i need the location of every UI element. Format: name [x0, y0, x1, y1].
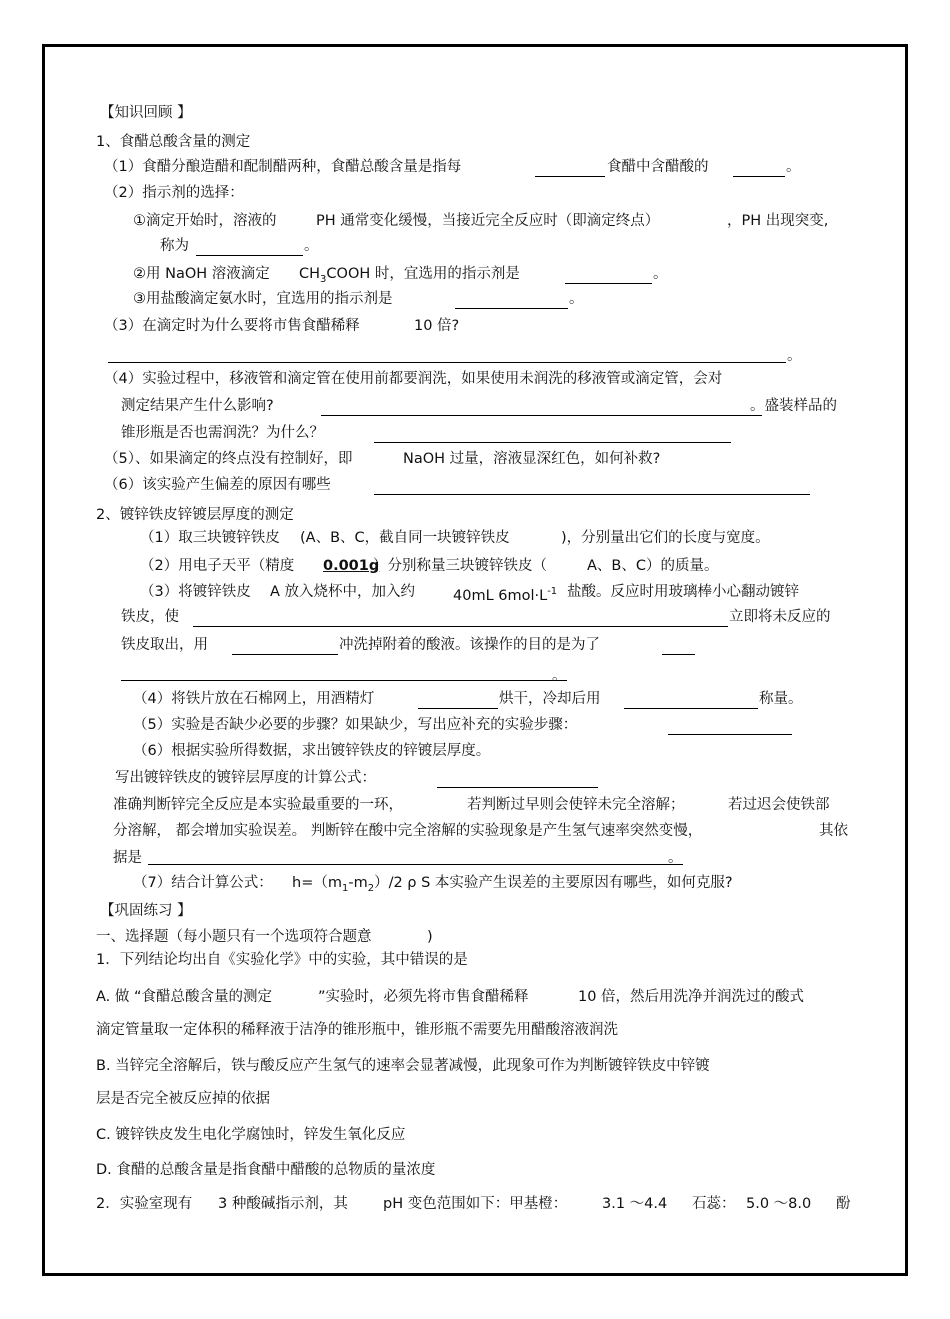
p3-text-d: 盐酸。反应时用玻璃棒小心翻动镀锌 [567, 584, 799, 600]
fill-blank-long[interactable] [148, 864, 683, 865]
methyl-orange-range: 3.1 ～4.4 [602, 1196, 668, 1212]
q4-text-d: 锥形瓶是否也需润洗？为什么？ [121, 425, 324, 441]
q2-2-text-a: ②用 NaOH 溶液滴定 [133, 266, 270, 282]
fill-blank[interactable] [565, 283, 652, 284]
judge-text-1c: 若过迟会使铁部 [728, 797, 830, 813]
q3-text: （3）在滴定时为什么要将市售食醋稀释 [104, 318, 360, 334]
fill-blank[interactable] [196, 255, 303, 256]
fill-blank[interactable] [455, 308, 568, 309]
question-2-b: 3 种酸碱指示剂，其 [218, 1196, 348, 1212]
precision-value: 0.001g [323, 558, 380, 574]
p2-text-b: ）分别称量三块镀锌铁皮（ [373, 558, 547, 574]
question-2-c: pH 变色范围如下：甲基橙： [383, 1196, 568, 1212]
p4-text-b: 烘干，冷却后用 [499, 691, 601, 707]
p3-text-b: A 放入烧杯中，加入约 [270, 584, 416, 600]
judge-text-2b: 其依 [819, 823, 848, 839]
option-a-3: 10 倍，然后用洗净并润洗过的酸式 [578, 989, 805, 1005]
option-a-4: 滴定管量取一定体积的稀释液于洁净的锥形瓶中，锥形瓶不需要先用醋酸溶液润洗 [96, 1022, 618, 1038]
q3-text-b: 10 倍? [414, 318, 460, 334]
section2-title: 2、镀锌铁皮锌镀层厚度的测定 [96, 507, 294, 523]
judge-end: 。 [668, 850, 683, 866]
fill-blank[interactable] [437, 787, 598, 788]
p2-text-a: （2）用电子天平（精度 [140, 558, 295, 574]
p3-end: 。 [552, 668, 567, 684]
practice-section-title: 一、选择题（每小题只有一个选项符合题意 [96, 929, 372, 945]
judge-text-3a: 据是 [113, 850, 142, 866]
q2-1-end: 。 [304, 238, 319, 254]
q2-3-end: 。 [569, 291, 584, 307]
litmus-range: 5.0 ～8.0 [746, 1196, 812, 1212]
q2-2-end: 。 [653, 266, 668, 282]
question-1: 1．下列结论均出自《实验化学》中的实验，其中错误的是 [96, 952, 468, 968]
fill-blank[interactable] [232, 654, 338, 655]
p1-text-b: (A、B、C，截自同一块镀锌铁皮 [300, 530, 510, 546]
p3-text-h: 冲洗掉附着的酸液。该操作的目的是为了 [339, 637, 600, 653]
p3-text-f: 立即将未反应的 [729, 609, 831, 625]
q6-text: （6）该实验产生偏差的原因有哪些 [104, 477, 331, 493]
q4-text-a: （4）实验过程中，移液管和滴定管在使用前都要润洗，如果使用未润洗的移液管或滴定管，会对 [104, 371, 723, 387]
fill-blank[interactable] [733, 176, 785, 177]
judge-text-1a: 准确判断锌完全反应是本实验最重要的一环， [113, 797, 403, 813]
q2-1-text-c: ，PH 出现突变, [727, 213, 829, 229]
option-a-1: A. 做 “食醋总酸含量的测定 [96, 989, 273, 1005]
option-a-2: ”实验时，必须先将市售食醋稀释 [318, 989, 529, 1005]
q1-text-a: （1）食醋分酿造醋和配制醋两种，食醋总酸含量是指每 [104, 159, 462, 175]
p4-text-a: （4）将铁片放在石棉网上，用酒精灯 [133, 691, 375, 707]
fill-blank-long[interactable] [193, 626, 728, 627]
q3-end: 。 [787, 348, 802, 364]
judge-text-2a: 分溶解， 都会增加实验误差。 判断锌在酸中完全溶解的实验现象是产生氢气速率突然变慢， [113, 823, 703, 839]
p1-text-a: （1）取三块镀锌铁皮 [140, 530, 280, 546]
q5-text-a: （5）、如果滴定的终点没有控制好，即 [104, 451, 353, 467]
formula-prompt: 写出镀锌铁皮的镀锌层厚度的计算公式： [115, 770, 376, 786]
p1-text-c: )，分别量出它们的长度与宽度。 [561, 530, 770, 546]
fill-blank[interactable] [535, 176, 605, 177]
q2-2-formula: $CH_3COOH$ 时，宜选用的指示剂是 [299, 266, 520, 285]
fill-blank-long[interactable] [108, 362, 786, 363]
fill-blank[interactable] [662, 654, 695, 655]
p6-text: （6）根据实验所得数据，求出镀锌铁皮的锌镀层厚度。 [133, 743, 491, 759]
p3-text-g: 铁皮取出，用 [121, 637, 208, 653]
q5-text-b: NaOH 过量，溶液显深红色，如何补救? [403, 451, 661, 467]
fill-blank-long[interactable] [121, 680, 567, 681]
p3-reagent: 40mL $6mol\cdot L^{-1}$ [453, 586, 558, 604]
option-b-2: 层是否完全被反应掉的依据 [96, 1091, 270, 1107]
q2-1-text-a: ①滴定开始时，溶液的 [133, 213, 277, 229]
thickness-formula: $h=(m_1-m_2)/2$ ρ S 本实验产生误差的主要原因有哪些，如何克服? [292, 875, 733, 894]
p7-text-a: （7）结合计算公式： [133, 875, 273, 891]
fill-blank[interactable] [418, 708, 498, 709]
practice-section-end: ) [427, 929, 433, 945]
q2-text: （2）指示剂的选择： [104, 185, 244, 201]
fill-blank-long[interactable] [374, 494, 810, 495]
p4-text-c: 称量。 [759, 691, 803, 707]
section1-title: 1、食醋总酸含量的测定 [96, 134, 251, 150]
q4-text-c: 。盛装样品的 [750, 398, 837, 414]
fill-blank-long[interactable] [374, 442, 731, 443]
p3-text-a: （3）将镀锌铁皮 [140, 584, 251, 600]
review-heading: 【知识回顾 】 [100, 105, 192, 121]
fill-blank[interactable] [668, 734, 792, 735]
q2-1-text-b: PH 通常变化缓慢，当接近完全反应时（即滴定终点） [316, 213, 660, 229]
option-c: C. 镀锌铁皮发生电化学腐蚀时，锌发生氧化反应 [96, 1127, 406, 1143]
q2-3-text: ③用盐酸滴定氨水时，宜选用的指示剂是 [133, 291, 393, 307]
p3-text-e: 铁皮，使 [121, 609, 179, 625]
q2-1-text-d: 称为 [160, 238, 189, 254]
option-b-1: B. 当锌完全溶解后，铁与酸反应产生氢气的速率会显著减慢，此现象可作为判断镀锌铁皮中锌镀 [96, 1058, 710, 1074]
p2-text-c: A、B、C）的质量。 [587, 558, 719, 574]
fill-blank[interactable] [624, 708, 758, 709]
q1-text-b: 食醋中含醋酸的 [607, 159, 709, 175]
q1-end: 。 [786, 159, 801, 175]
question-2-g: 酚 [836, 1196, 851, 1212]
p5-text: （5）实验是否缺少必要的步骤？如果缺少，写出应补充的实验步骤： [133, 717, 578, 733]
question-2-a: 2．实验室现有 [96, 1196, 193, 1212]
q4-text-b: 测定结果产生什么影响? [121, 398, 274, 414]
question-2-e: 石蕊： [692, 1196, 736, 1212]
fill-blank-long[interactable] [321, 415, 762, 416]
practice-heading: 【巩固练习 】 [100, 903, 192, 919]
option-d: D. 食醋的总酸含量是指食醋中醋酸的总物质的量浓度 [96, 1162, 436, 1178]
judge-text-1b: 若判断过早则会使锌未完全溶解； [467, 797, 685, 813]
